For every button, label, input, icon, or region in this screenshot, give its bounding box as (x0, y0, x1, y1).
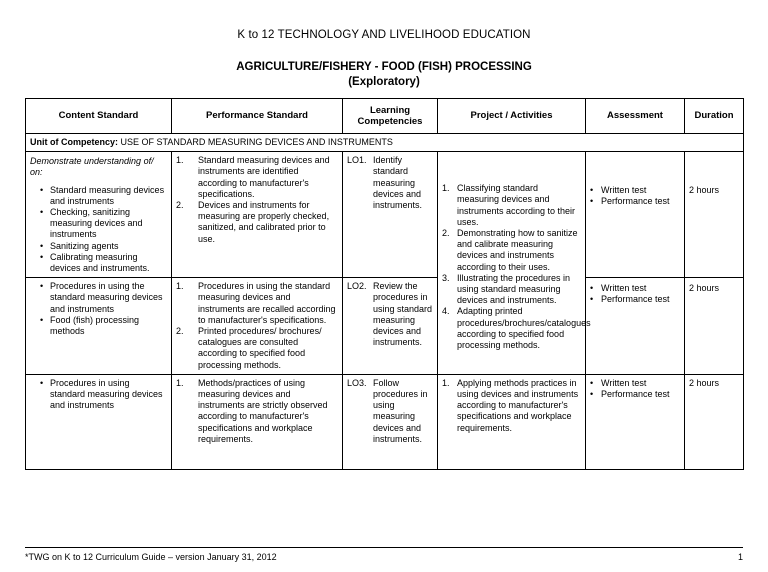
list-item: Illustrating the procedures in using standard measuring devices and instruments. (457, 272, 571, 306)
column-header-learning-competencies: Learning Competencies (343, 99, 438, 134)
cell-content-standard (26, 374, 172, 469)
cell-duration (685, 278, 744, 375)
learning-outcome-tag: LO3. (347, 377, 367, 388)
list-item: • Standard measuring devices and instruments (50, 185, 167, 207)
column-header-duration: Duration (685, 99, 744, 134)
list-item: • Written test (601, 283, 680, 294)
duration-value: 2 hours (689, 377, 720, 388)
list-item: Classifying standard measuring devices and instruments according to their uses. (457, 183, 576, 227)
learning-outcome-tag: LO2. (347, 281, 367, 292)
column-header-performance-standard: Performance Standard (172, 99, 343, 134)
list-item: • Performance test (601, 196, 680, 207)
cell-performance-standard (172, 278, 343, 375)
performance-standard-list (176, 155, 338, 245)
document-subtitle-secondary: (Exploratory) (348, 76, 420, 88)
column-header-assessment: Assessment (586, 99, 685, 134)
list-item: Devices and instruments for measuring are properly checked, sanitized, and calibrated prior to use. (198, 200, 330, 244)
assessment-list (590, 283, 680, 305)
document-page (0, 28, 768, 572)
content-standard-list (40, 281, 167, 337)
cell-project-activities (438, 374, 586, 469)
learning-outcome-text: Identify standard measuring devices and instruments. (373, 155, 423, 211)
list-item: • Performance test (601, 294, 680, 305)
list-item: Procedures in using the standard measuring devices and instruments are recalled according to manufacturer's specifications. (198, 281, 336, 325)
cell-duration (685, 374, 744, 469)
list-item: Applying methods practices in using devices and instruments according to manufacturer's specifications and workplace requirements. (457, 377, 579, 433)
unit-of-competency-value: USE OF STANDARD MEASURING DEVICES AND INSTRUMENTS (120, 137, 393, 147)
footer-note: *TWG on K to 12 Curriculum Guide – version January 31, 2012 (25, 552, 277, 562)
unit-of-competency-cell (26, 134, 744, 152)
column-header-content-standard: Content Standard (26, 99, 172, 134)
cell-performance-standard (172, 374, 343, 469)
list-item: • Checking, sanitizing measuring devices and instruments (50, 207, 167, 241)
learning-outcome-item (347, 155, 433, 211)
list-item: Demonstrating how to sanitize and calibrate measuring devices and instruments according to their uses. (457, 228, 578, 272)
column-header-project-activities: Project / Activities (438, 99, 586, 134)
document-subtitle: AGRICULTURE/FISHERY - FOOD (FISH) PROCESSING (236, 61, 532, 73)
footer-page-number: 1 (737, 552, 743, 562)
project-activities-list (442, 183, 591, 351)
table-row (26, 152, 744, 278)
list-item: Methods/practices of using measuring devices and instruments are strictly observed according to manufacturer's specifications and workplace requirements. (198, 377, 328, 444)
cell-performance-standard (172, 152, 343, 278)
learning-outcome-item (347, 281, 433, 348)
learning-outcome-tag: LO1. (347, 155, 367, 166)
list-item: • Written test (601, 185, 680, 196)
list-item: • Written test (601, 378, 680, 389)
table-row (26, 374, 744, 469)
assessment-list (590, 378, 680, 400)
list-item: • Sanitizing agents (50, 241, 167, 252)
list-item: • Procedures in using standard measuring devices and instruments (50, 378, 167, 412)
table-header-row (26, 99, 744, 134)
learning-outcome-item (347, 378, 433, 445)
list-item: • Calibrating measuring devices and instruments. (50, 252, 167, 274)
assessment-list (590, 185, 680, 207)
document-title: K to 12 TECHNOLOGY AND LIVELIHOOD EDUCATION (237, 29, 531, 41)
cell-learning-competencies (343, 278, 438, 375)
list-item: • Performance test (601, 389, 680, 400)
curriculum-guide-table (25, 98, 744, 470)
learning-outcome-text: Review the procedures in using standard measuring devices and instruments. (373, 281, 433, 348)
performance-standard-list (176, 281, 338, 371)
footer-divider (25, 547, 743, 548)
list-item: Printed procedures/ brochures/ catalogues are consulted according to specified food processing methods. (198, 326, 322, 370)
cell-learning-competencies (343, 374, 438, 469)
list-item: Standard measuring devices and instruments are identified according to manufacturer's specifications. (198, 155, 330, 199)
list-item: Adapting printed procedures/brochures/catalogues according to specified food processing methods. (457, 306, 591, 351)
duration-value: 2 hours (689, 185, 720, 196)
duration-value: 2 hours (689, 283, 720, 294)
cell-assessment (586, 152, 685, 278)
project-activities-list (442, 378, 581, 434)
cell-duration (685, 152, 744, 278)
content-standard-list (40, 185, 167, 275)
unit-of-competency-label: Unit of Competency: (30, 137, 119, 147)
cell-assessment (586, 374, 685, 469)
learning-outcome-text: Follow procedures in using measuring devices and instruments. (373, 377, 428, 444)
unit-of-competency-row (26, 134, 744, 152)
cell-learning-competencies (343, 152, 438, 278)
performance-standard-list (176, 378, 338, 445)
content-standard-intro: Demonstrate understanding of/ on: (30, 156, 154, 178)
page-footer (25, 547, 743, 562)
table-row (26, 278, 744, 375)
list-item: • Food (fish) processing methods (50, 315, 167, 337)
cell-content-standard (26, 278, 172, 375)
list-item: • Procedures in using the standard measuring devices and instruments (50, 281, 167, 315)
cell-project-activities-merged (438, 152, 591, 375)
content-standard-list (40, 378, 167, 412)
cell-content-standard (26, 152, 172, 278)
cell-assessment (586, 278, 685, 375)
